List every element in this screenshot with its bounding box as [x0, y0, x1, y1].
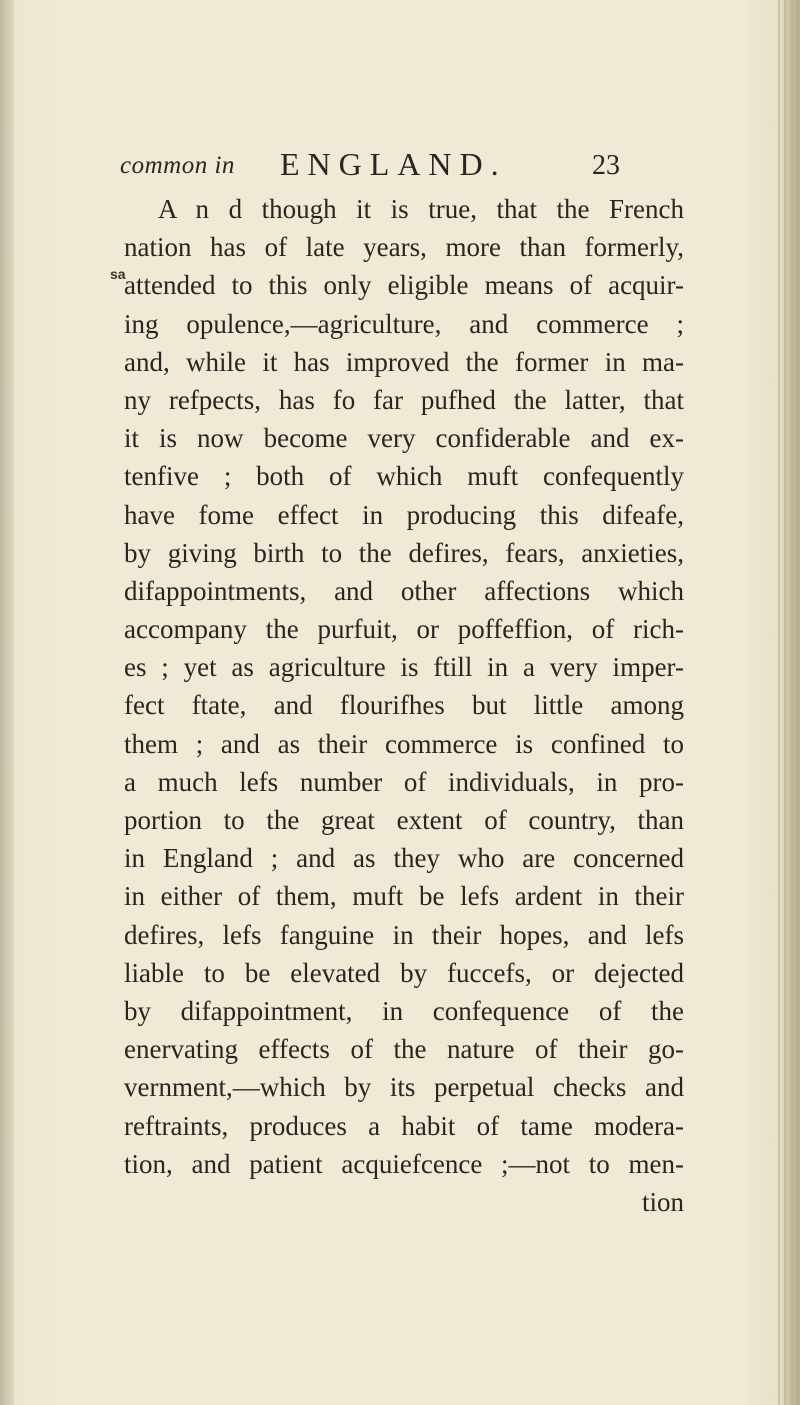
text-line: nation has of late years, more than formerly, — [124, 232, 684, 263]
text-line: es ; yet as agriculture is ftill in a very imper- — [124, 652, 684, 683]
text-line: portion to the great extent of country, than — [124, 805, 684, 835]
text-line: by difappointment, in confequence of the — [124, 995, 684, 1026]
text-line: tion, and patient acquiefcence ;—not to men- — [124, 1148, 684, 1179]
text-line: in England ; and as they who are concerned — [124, 843, 684, 874]
running-head-italic: common in — [120, 152, 235, 179]
margin-mark: sa — [110, 266, 126, 282]
text-line: in either of them, muft be lefs ardent in their — [124, 881, 684, 912]
text-line: liable to be elevated by fuccefs, or dejected — [124, 957, 684, 988]
text-line: it is now become very confiderable and ex- — [124, 423, 684, 454]
text-line: difappointments, and other affections which — [124, 575, 684, 606]
text-line: them ; and as their commerce is confined to — [124, 728, 684, 759]
text-line: attended to this only eligible means of acquir- — [124, 270, 684, 301]
page-number: 23 — [592, 150, 620, 181]
text-line: and, while it has improved the former in ma- — [124, 346, 684, 377]
text-line: tenfive ; both of which muft confequently — [124, 461, 684, 492]
binding-gutter — [0, 0, 14, 1405]
text-line: vernment,—which by its perpetual checks and — [124, 1072, 684, 1103]
text-line: a much lefs number of individuals, in pro- — [124, 766, 684, 797]
text-line: ing opulence,—agriculture, and commerce ; — [124, 308, 684, 339]
text-line: A n d though it is true, that the French — [158, 194, 684, 224]
text-line: have fome effect in producing this difeafe, — [124, 499, 684, 530]
text-line: fect ftate, and flourifhes but little among — [124, 690, 684, 721]
text-line: accompany the purfuit, or poffeffion, of rich- — [124, 614, 684, 645]
text-line: reftraints, produces a habit of tame modera- — [124, 1110, 684, 1141]
body-text — [124, 190, 684, 1221]
running-head-title: ENGLAND. — [280, 146, 507, 182]
text-line: enervating effects of the nature of their go- — [124, 1034, 684, 1065]
text-line: by giving birth to the defires, fears, anxieties, — [124, 537, 684, 568]
running-head — [120, 146, 660, 190]
text-line: defires, lefs fanguine in their hopes, and lefs — [124, 919, 684, 950]
catchword: tion — [641, 1186, 684, 1217]
text-line: ny refpects, has fo far pufhed the latter, that — [124, 384, 684, 415]
page-edge — [774, 0, 800, 1405]
